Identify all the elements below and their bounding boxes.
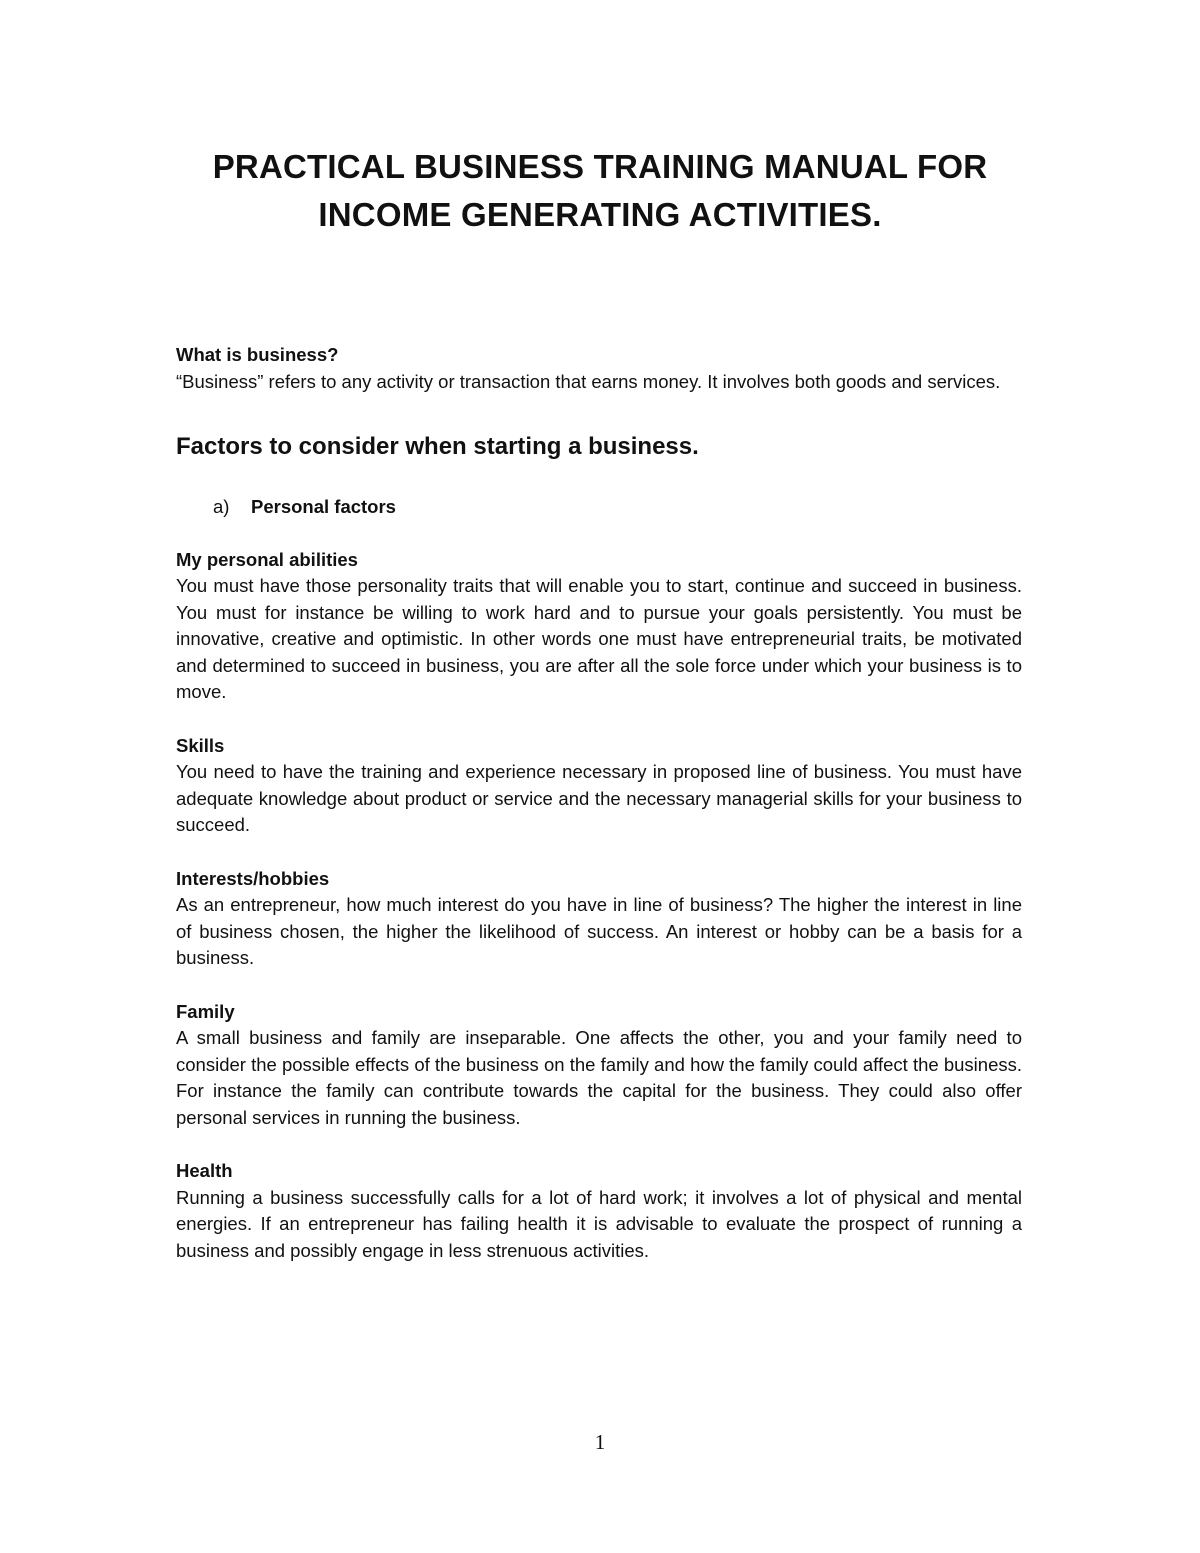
subheading-health: Health [176, 1160, 233, 1181]
intro-paragraph: “Business” refers to any activity or transaction that earns money. It involves both goods and services. [176, 370, 1001, 392]
subheading-interests: Interests/hobbies [176, 867, 330, 889]
paragraph-health: Running a business successfully calls for a lot of hard work; it involves a lot of physical and mental energies. If an entrepreneur has failing health it is advisable to evaluate the prospect of running a business and possibly engage in less strenuous activities. [176, 1186, 1022, 1261]
title-line-1: PRACTICAL BUSINESS TRAINING MANUAL FOR [212, 148, 988, 185]
document-body [176, 342, 1022, 1264]
list-item-personal-factors [176, 494, 1022, 521]
list-marker: a) [213, 496, 230, 517]
intro-heading: What is business? [176, 344, 339, 365]
page-number: 1 [594, 1430, 606, 1454]
list-item-label: Personal factors [251, 496, 396, 517]
paragraph-interests: As an entrepreneur, how much interest do you have in line of business? The higher the interest in line of business chosen, the higher the likelihood of success. An interest or hobby can be a basis for a business. [176, 894, 1022, 968]
subheading-family: Family [176, 1000, 235, 1022]
paragraph-family: A small business and family are inseparable. One affects the other, you and your family need to consider the possible effects of the business on the family and how the family could affect the business. For instance the family can contribute towards the capital for the business. They could also offer personal services in running the business. [176, 1027, 1022, 1128]
document-title [150, 143, 1050, 239]
subheading-personal-abilities: My personal abilities [176, 548, 358, 570]
section-heading: Factors to consider when starting a business. [176, 433, 699, 460]
subheading-skills: Skills [176, 734, 225, 756]
title-line-2: INCOME GENERATING ACTIVITIES. [318, 196, 882, 233]
paragraph-skills: You need to have the training and experience necessary in proposed line of business. You must have adequate knowledge about product or service and the necessary managerial skills for your business to succeed. [176, 761, 1022, 835]
paragraph-personal-abilities: You must have those personality traits that will enable you to start, continue and succeed in business. You must for instance be willing to work hard and to pursue your goals persistently. You must be innovative, creative and optimistic. In other words one must have entrepreneurial traits, be motivated and determined to succeed in business, you are after all the sole force under which your business is to move. [176, 575, 1022, 702]
